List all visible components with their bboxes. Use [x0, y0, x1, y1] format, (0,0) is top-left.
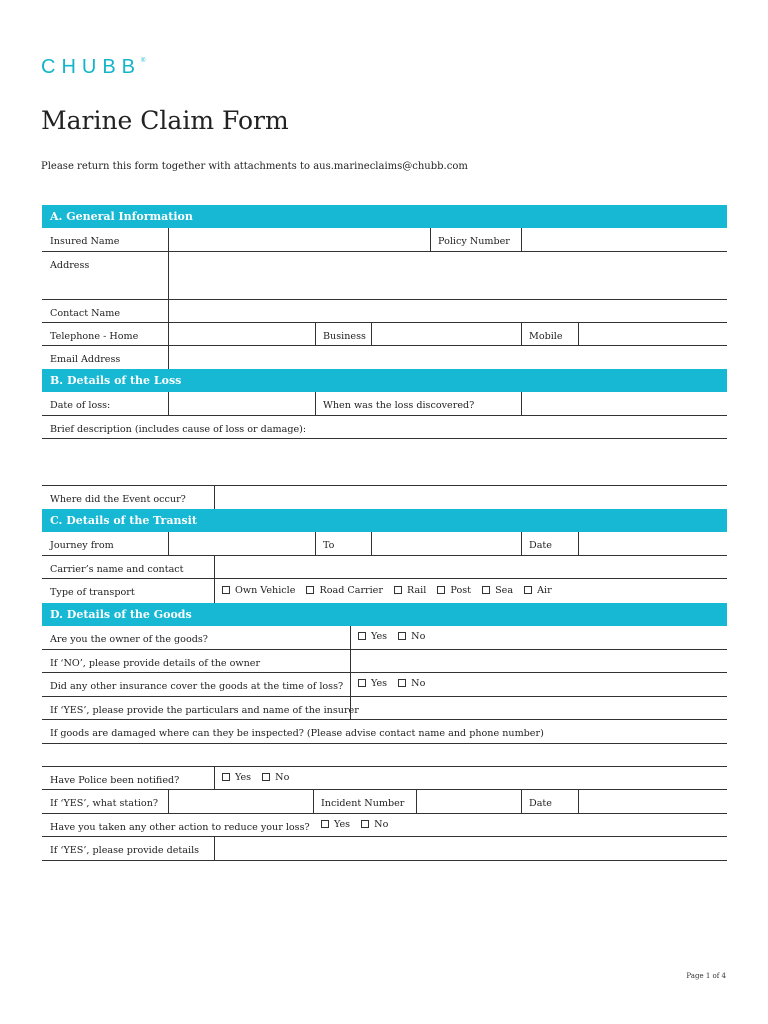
row-if-yes-insurer	[42, 697, 727, 720]
transport-own-vehicle-option[interactable]: Own Vehicle	[222, 585, 295, 596]
transport-post-option[interactable]: Post	[437, 585, 471, 596]
type-transport-label: Type of transport	[50, 587, 135, 598]
row-brief-description	[42, 416, 727, 439]
transport-options	[214, 579, 727, 603]
page-number: Page 1 of 4	[686, 972, 726, 980]
row-telephone	[42, 323, 727, 346]
brief-description-field[interactable]	[42, 439, 727, 486]
date-of-loss-field[interactable]	[168, 392, 315, 415]
to-field[interactable]	[371, 532, 521, 555]
row-reduce-loss	[42, 814, 727, 837]
contact-name-field[interactable]	[168, 300, 727, 322]
section-header-d: D. Details of the Goods	[42, 603, 727, 626]
if-no-owner-label: If ‘NO’, please provide details of the owner	[50, 658, 261, 669]
checkbox-reduce-yes[interactable]	[321, 820, 329, 828]
policy-number-label: Policy Number	[438, 236, 510, 247]
telephone-home-label: Telephone - Home	[50, 331, 139, 342]
insurance-yes-option[interactable]: Yes	[358, 678, 387, 689]
other-insurance-label: Did any other insurance cover the goods at the time of loss?	[50, 681, 344, 692]
row-if-yes-details	[42, 837, 727, 861]
transport-rail-option[interactable]: Rail	[394, 585, 426, 596]
incident-date-field[interactable]	[578, 790, 727, 813]
address-field[interactable]	[168, 252, 727, 299]
row-where-event	[42, 486, 727, 509]
owner-details-field[interactable]	[350, 650, 727, 672]
row-insured-name	[42, 228, 727, 252]
checkbox-police-no[interactable]	[262, 773, 270, 781]
row-inspected	[42, 720, 727, 744]
reduce-loss-options	[313, 814, 727, 836]
inspection-details-field[interactable]	[42, 744, 727, 767]
reduce-no-option[interactable]: No	[361, 819, 388, 830]
section-header-a: A. General Information	[42, 205, 727, 228]
contact-name-label: Contact Name	[50, 308, 121, 319]
telephone-home-field[interactable]	[168, 323, 315, 345]
row-address	[42, 252, 727, 300]
inspected-label: If goods are damaged where can they be inspected? (Please advise contact name and phone number)	[50, 728, 544, 739]
mobile-field[interactable]	[578, 323, 727, 345]
checkbox-air[interactable]	[524, 586, 532, 594]
when-discovered-label: When was the loss discovered?	[323, 400, 475, 411]
station-field[interactable]	[168, 790, 313, 813]
row-if-no-owner	[42, 650, 727, 673]
journey-from-label: Journey from	[50, 540, 114, 551]
owner-goods-options	[350, 626, 727, 649]
row-email	[42, 346, 727, 369]
police-no-option[interactable]: No	[262, 772, 289, 783]
to-label: To	[323, 540, 335, 551]
row-other-insurance	[42, 673, 727, 697]
transport-air-option[interactable]: Air	[524, 585, 552, 596]
owner-no-option[interactable]: No	[398, 631, 425, 642]
journey-from-field[interactable]	[168, 532, 315, 555]
checkbox-insurance-no[interactable]	[398, 679, 406, 687]
page-title: Marine Claim Form	[41, 106, 289, 135]
owner-yes-option[interactable]: Yes	[358, 631, 387, 642]
row-police	[42, 767, 727, 790]
email-label: Email Address	[50, 354, 121, 365]
what-station-label: If ‘YES’, what station?	[50, 798, 159, 809]
row-carrier	[42, 556, 727, 579]
police-label: Have Police been notified?	[50, 775, 180, 786]
chubb-logo: CHUBB®	[41, 56, 146, 78]
if-yes-insurer-label: If ‘YES’, please provide the particulars and name of the insurer	[50, 705, 359, 716]
carrier-label: Carrier’s name and contact	[50, 564, 184, 575]
email-field[interactable]	[168, 346, 727, 369]
section-header-b: B. Details of the Loss	[42, 369, 727, 392]
incident-date-label: Date	[529, 798, 552, 809]
carrier-field[interactable]	[214, 556, 727, 578]
insured-name-field[interactable]	[168, 228, 430, 251]
insured-name-label: Insured Name	[50, 236, 120, 247]
incident-number-field[interactable]	[416, 790, 521, 813]
address-label: Address	[50, 260, 90, 271]
section-header-c: C. Details of the Transit	[42, 509, 727, 532]
checkbox-owner-no[interactable]	[398, 632, 406, 640]
date-of-loss-label: Date of loss:	[50, 400, 111, 411]
checkbox-road-carrier[interactable]	[306, 586, 314, 594]
row-journey	[42, 532, 727, 556]
journey-date-label: Date	[529, 540, 552, 551]
row-station	[42, 790, 727, 814]
row-type-transport	[42, 579, 727, 603]
transport-sea-option[interactable]: Sea	[482, 585, 513, 596]
business-label: Business	[323, 331, 366, 342]
brief-description-label: Brief description (includes cause of loss or damage):	[50, 424, 307, 435]
if-yes-details-label: If ‘YES’, please provide details	[50, 845, 200, 856]
reduce-loss-label: Have you taken any other action to reduce your loss?	[50, 822, 310, 833]
row-contact-name	[42, 300, 727, 323]
where-event-label: Where did the Event occur?	[50, 494, 186, 505]
when-discovered-field[interactable]	[521, 392, 727, 415]
checkbox-owner-yes[interactable]	[358, 632, 366, 640]
where-event-field[interactable]	[214, 486, 727, 509]
checkbox-sea[interactable]	[482, 586, 490, 594]
intro-text: Please return this form together with attachments to aus.marineclaims@chubb.com	[41, 161, 468, 172]
row-date-of-loss	[42, 392, 727, 416]
journey-date-field[interactable]	[578, 532, 727, 555]
checkbox-rail[interactable]	[394, 586, 402, 594]
checkbox-insurance-yes[interactable]	[358, 679, 366, 687]
policy-number-field[interactable]	[521, 228, 727, 251]
police-yes-option[interactable]: Yes	[222, 772, 251, 783]
checkbox-own-vehicle[interactable]	[222, 586, 230, 594]
transport-road-carrier-option[interactable]: Road Carrier	[306, 585, 382, 596]
insurance-no-option[interactable]: No	[398, 678, 425, 689]
checkbox-post[interactable]	[437, 586, 445, 594]
action-details-field[interactable]	[214, 837, 727, 860]
reduce-yes-option[interactable]: Yes	[321, 819, 350, 830]
checkbox-police-yes[interactable]	[222, 773, 230, 781]
row-owner-goods	[42, 626, 727, 650]
mobile-label: Mobile	[529, 331, 563, 342]
other-insurance-options	[350, 673, 727, 696]
insurer-details-field[interactable]	[350, 697, 727, 719]
police-options	[214, 767, 727, 789]
owner-goods-label: Are you the owner of the goods?	[50, 634, 208, 645]
incident-number-label: Incident Number	[321, 798, 405, 809]
checkbox-reduce-no[interactable]	[361, 820, 369, 828]
business-field[interactable]	[371, 323, 521, 345]
